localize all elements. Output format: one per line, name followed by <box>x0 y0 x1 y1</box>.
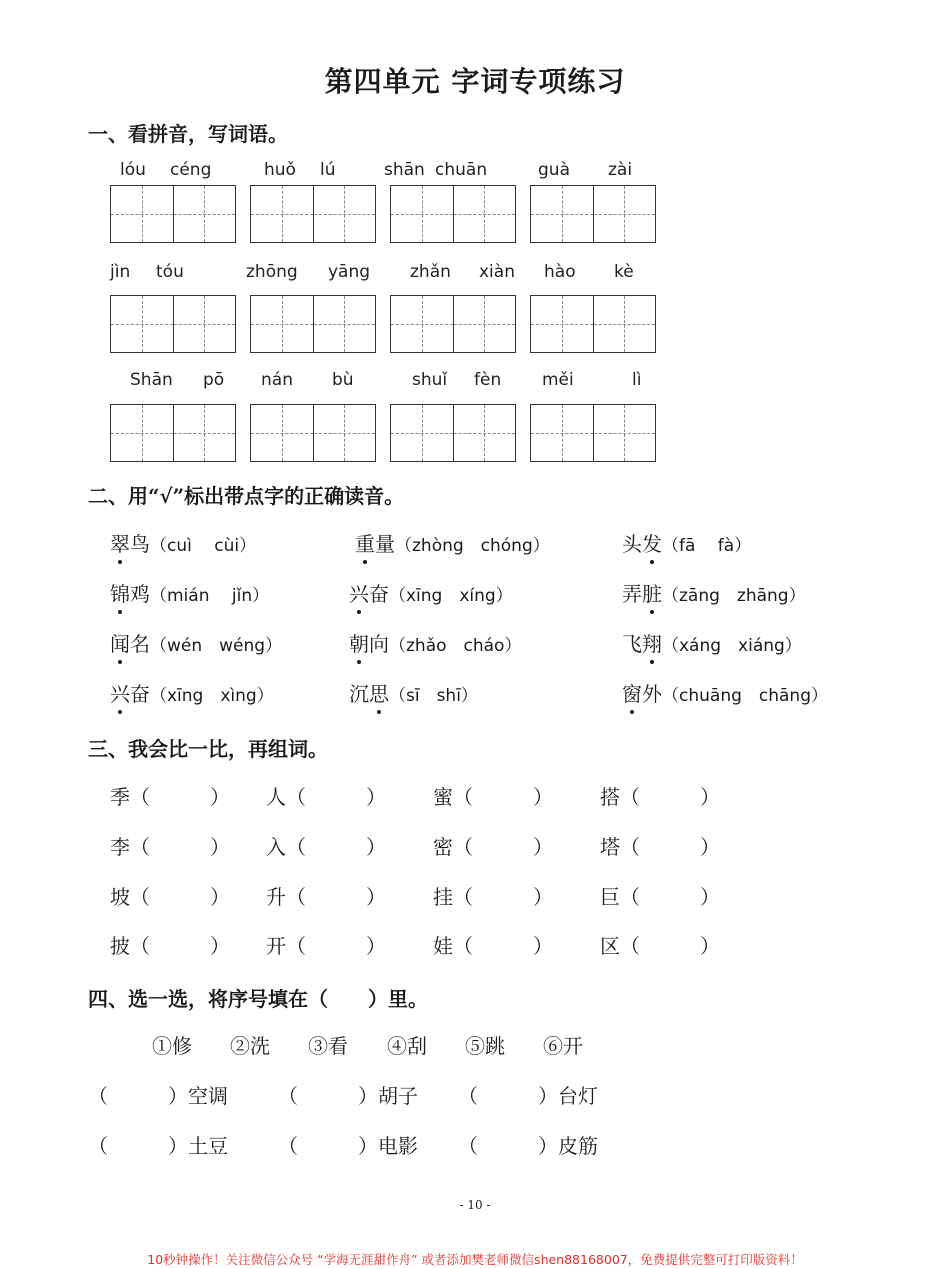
section2-heading: 二、用“√”标出带点字的正确读音。 <box>88 484 405 508</box>
footer-promo: 10秒钟操作！关注微信公众号 “学海无涯甜作舟” 或者添加樊老师微信shen88168007，免费提供完整可打印版资料！ <box>147 1252 803 1267</box>
answer-blank[interactable]: （ ） <box>130 934 230 958</box>
answer-blank[interactable]: （ ） <box>453 885 553 909</box>
pinyin-options[interactable]: （fā fà） <box>662 536 752 556</box>
character: 开 <box>266 934 286 958</box>
pinyin-syllable: kè <box>614 262 634 282</box>
item-word: 空调 <box>188 1084 228 1108</box>
reading-item <box>349 628 521 657</box>
answer-blank[interactable]: （ ） <box>286 885 386 909</box>
character: 人 <box>266 785 286 809</box>
character: 奋 <box>130 682 150 706</box>
answer-blank[interactable]: （ ） <box>278 1084 378 1108</box>
pinyin-syllable: Shān <box>130 370 173 390</box>
tian-cell[interactable] <box>173 186 236 242</box>
answer-blank[interactable]: （ ） <box>130 835 230 859</box>
tian-cell[interactable] <box>173 296 236 352</box>
character: 区 <box>600 934 620 958</box>
choice-option: ⑤跳 <box>465 1034 505 1058</box>
section1-heading: 一、看拼音，写词语。 <box>88 122 288 146</box>
pinyin-syllable: nán <box>261 370 293 390</box>
tian-cell[interactable] <box>251 186 313 242</box>
pinyin-syllable: fèn <box>474 370 502 390</box>
dotted-character: 窗 <box>622 678 642 707</box>
character: 挂 <box>433 885 453 909</box>
reading-item <box>622 578 806 607</box>
reading-item <box>355 528 550 557</box>
dotted-character: 翔 <box>642 628 662 657</box>
answer-blank[interactable]: （ ） <box>278 1134 378 1158</box>
word-group-item <box>600 930 720 959</box>
writing-grid[interactable] <box>390 185 516 243</box>
word-group-item <box>600 831 720 860</box>
writing-grid[interactable] <box>110 404 236 462</box>
tian-cell[interactable] <box>173 405 236 461</box>
tian-cell[interactable] <box>251 296 313 352</box>
tian-cell[interactable] <box>313 186 376 242</box>
pinyin-options[interactable]: （zhòng chóng） <box>395 536 550 556</box>
word-group-item <box>433 881 553 910</box>
pinyin-options[interactable]: （cuì cùi） <box>150 536 257 556</box>
tian-cell[interactable] <box>593 405 656 461</box>
pinyin-options[interactable]: （chuāng chāng） <box>662 686 828 706</box>
word-group-item <box>433 781 553 810</box>
answer-blank[interactable]: （ ） <box>286 785 386 809</box>
dotted-character: 发 <box>642 528 662 557</box>
character: 弄 <box>622 582 642 606</box>
word-group-item <box>110 781 230 810</box>
item-word: 皮筋 <box>558 1134 598 1158</box>
tian-cell[interactable] <box>531 296 593 352</box>
character: 飞 <box>622 632 642 656</box>
dotted-character: 脏 <box>642 578 662 607</box>
pinyin-syllable: zài <box>608 160 633 180</box>
fill-item <box>278 1080 418 1109</box>
word-group-item <box>600 881 720 910</box>
character: 鸡 <box>130 582 150 606</box>
page-title: 第四单元 字词专项练习 <box>324 65 626 98</box>
answer-blank[interactable]: （ ） <box>88 1084 188 1108</box>
pinyin-syllable: yāng <box>328 262 371 282</box>
writing-grid[interactable] <box>530 404 656 462</box>
dotted-character: 兴 <box>349 578 369 607</box>
dotted-character: 思 <box>369 678 389 707</box>
writing-grid[interactable] <box>530 185 656 243</box>
reading-item <box>110 528 256 557</box>
tian-cell[interactable] <box>531 405 593 461</box>
dotted-character: 锦 <box>110 578 130 607</box>
choice-option: ⑥开 <box>543 1034 583 1058</box>
answer-blank[interactable]: （ ） <box>620 885 720 909</box>
tian-cell[interactable] <box>391 405 453 461</box>
tian-cell[interactable] <box>111 186 173 242</box>
word-group-item <box>110 881 230 910</box>
word-group-item <box>110 930 230 959</box>
word-group-item <box>600 781 720 810</box>
character: 升 <box>266 885 286 909</box>
item-word: 台灯 <box>558 1084 598 1108</box>
item-word: 土豆 <box>188 1134 228 1158</box>
character: 外 <box>642 682 662 706</box>
tian-cell[interactable] <box>531 186 593 242</box>
pinyin-syllable: tóu <box>156 262 184 282</box>
character: 沉 <box>349 682 369 706</box>
character: 奋 <box>369 582 389 606</box>
page-number: - 10 - <box>459 1198 491 1212</box>
pinyin-syllable: shuǐ <box>412 370 448 390</box>
answer-blank[interactable]: （ ） <box>458 1084 558 1108</box>
pinyin-options[interactable]: （wén wéng） <box>150 636 283 656</box>
pinyin-syllable: lú <box>320 160 336 180</box>
pinyin-options[interactable]: （zāng zhāng） <box>662 586 806 606</box>
pinyin-syllable: jìn <box>110 262 131 282</box>
tian-cell[interactable] <box>111 405 173 461</box>
tian-cell[interactable] <box>111 296 173 352</box>
pinyin-syllable: měi <box>542 370 574 390</box>
tian-cell[interactable] <box>593 296 656 352</box>
answer-blank[interactable]: （ ） <box>620 785 720 809</box>
pinyin-options[interactable]: （xīng xìng） <box>150 686 274 706</box>
answer-blank[interactable]: （ ） <box>286 934 386 958</box>
tian-cell[interactable] <box>251 405 313 461</box>
answer-blank[interactable]: （ ） <box>453 835 553 859</box>
word-group-item <box>433 831 553 860</box>
character: 搭 <box>600 785 620 809</box>
fill-item <box>88 1130 228 1159</box>
character: 巨 <box>600 885 620 909</box>
answer-blank[interactable]: （ ） <box>130 785 230 809</box>
writing-grid[interactable] <box>250 404 376 462</box>
character: 名 <box>130 632 150 656</box>
character: 向 <box>369 632 389 656</box>
answer-blank[interactable]: （ ） <box>458 1134 558 1158</box>
character: 蜜 <box>433 785 453 809</box>
pinyin-syllable: pō <box>203 370 225 390</box>
character: 密 <box>433 835 453 859</box>
fill-item <box>458 1080 598 1109</box>
writing-grid[interactable] <box>250 185 376 243</box>
tian-cell[interactable] <box>313 405 376 461</box>
fill-item <box>458 1130 598 1159</box>
pinyin-options[interactable]: （xáng xiáng） <box>662 636 802 656</box>
character: 娃 <box>433 934 453 958</box>
tian-cell[interactable] <box>593 186 656 242</box>
pinyin-syllable: huǒ <box>264 160 296 180</box>
pinyin-options[interactable]: （zhǎo cháo） <box>389 636 522 656</box>
pinyin-syllable: zhōng <box>246 262 298 282</box>
pinyin-syllable: xiàn <box>479 262 515 282</box>
reading-item <box>349 578 513 607</box>
tian-cell[interactable] <box>453 405 516 461</box>
dotted-character: 闻 <box>110 628 130 657</box>
word-group-item <box>266 831 386 860</box>
reading-item <box>110 578 269 607</box>
reading-item <box>349 678 478 707</box>
pinyin-syllable: shān <box>384 160 425 180</box>
fill-item <box>88 1080 228 1109</box>
reading-item <box>622 528 751 557</box>
dotted-character: 兴 <box>110 678 130 707</box>
tian-cell[interactable] <box>313 296 376 352</box>
pinyin-syllable: lóu <box>120 160 146 180</box>
fill-item <box>278 1130 418 1159</box>
tian-cell[interactable] <box>391 296 453 352</box>
answer-blank[interactable]: （ ） <box>620 934 720 958</box>
reading-item <box>110 678 274 707</box>
answer-blank[interactable]: （ ） <box>130 885 230 909</box>
pinyin-options[interactable]: （sī shī） <box>389 686 478 706</box>
writing-grid[interactable] <box>250 295 376 353</box>
section4-heading: 四、选一选，将序号填在（ ）里。 <box>88 987 428 1011</box>
character: 量 <box>375 532 395 556</box>
answer-blank[interactable]: （ ） <box>620 835 720 859</box>
answer-blank[interactable]: （ ） <box>88 1134 188 1158</box>
pinyin-syllable: bù <box>332 370 354 390</box>
word-group-item <box>433 930 553 959</box>
word-group-item <box>266 930 386 959</box>
pinyin-syllable: zhǎn <box>410 262 451 282</box>
answer-blank[interactable]: （ ） <box>453 934 553 958</box>
writing-grid[interactable] <box>530 295 656 353</box>
choice-option: ④刮 <box>387 1034 427 1058</box>
writing-grid[interactable] <box>110 295 236 353</box>
character: 李 <box>110 835 130 859</box>
character: 坡 <box>110 885 130 909</box>
pinyin-syllable: chuān <box>435 160 488 180</box>
word-group-item <box>266 881 386 910</box>
character: 季 <box>110 785 130 809</box>
character: 鸟 <box>130 532 150 556</box>
dotted-character: 朝 <box>349 628 369 657</box>
pinyin-syllable: guà <box>538 160 570 180</box>
character: 头 <box>622 532 642 556</box>
word-group-item <box>266 781 386 810</box>
pinyin-syllable: lì <box>632 370 642 390</box>
dotted-character: 翠 <box>110 528 130 557</box>
choice-option: ②洗 <box>230 1034 270 1058</box>
item-word: 胡子 <box>378 1084 418 1108</box>
choice-option: ①修 <box>152 1034 192 1058</box>
reading-item <box>622 678 828 707</box>
writing-grid[interactable] <box>390 295 516 353</box>
character: 塔 <box>600 835 620 859</box>
item-word: 电影 <box>378 1134 418 1158</box>
pinyin-options[interactable]: （xīng xíng） <box>389 586 513 606</box>
pinyin-syllable: céng <box>170 160 212 180</box>
character: 披 <box>110 934 130 958</box>
choice-option: ③看 <box>308 1034 348 1058</box>
writing-grid[interactable] <box>110 185 236 243</box>
tian-cell[interactable] <box>453 186 516 242</box>
pinyin-options[interactable]: （mián jǐn） <box>150 586 270 606</box>
answer-blank[interactable]: （ ） <box>453 785 553 809</box>
section3-heading: 三、我会比一比，再组词。 <box>88 737 328 761</box>
pinyin-syllable: hào <box>544 262 576 282</box>
dotted-character: 重 <box>355 528 375 557</box>
tian-cell[interactable] <box>391 186 453 242</box>
reading-item <box>110 628 282 657</box>
writing-grid[interactable] <box>390 404 516 462</box>
character: 入 <box>266 835 286 859</box>
reading-item <box>622 628 802 657</box>
answer-blank[interactable]: （ ） <box>286 835 386 859</box>
word-group-item <box>110 831 230 860</box>
tian-cell[interactable] <box>453 296 516 352</box>
